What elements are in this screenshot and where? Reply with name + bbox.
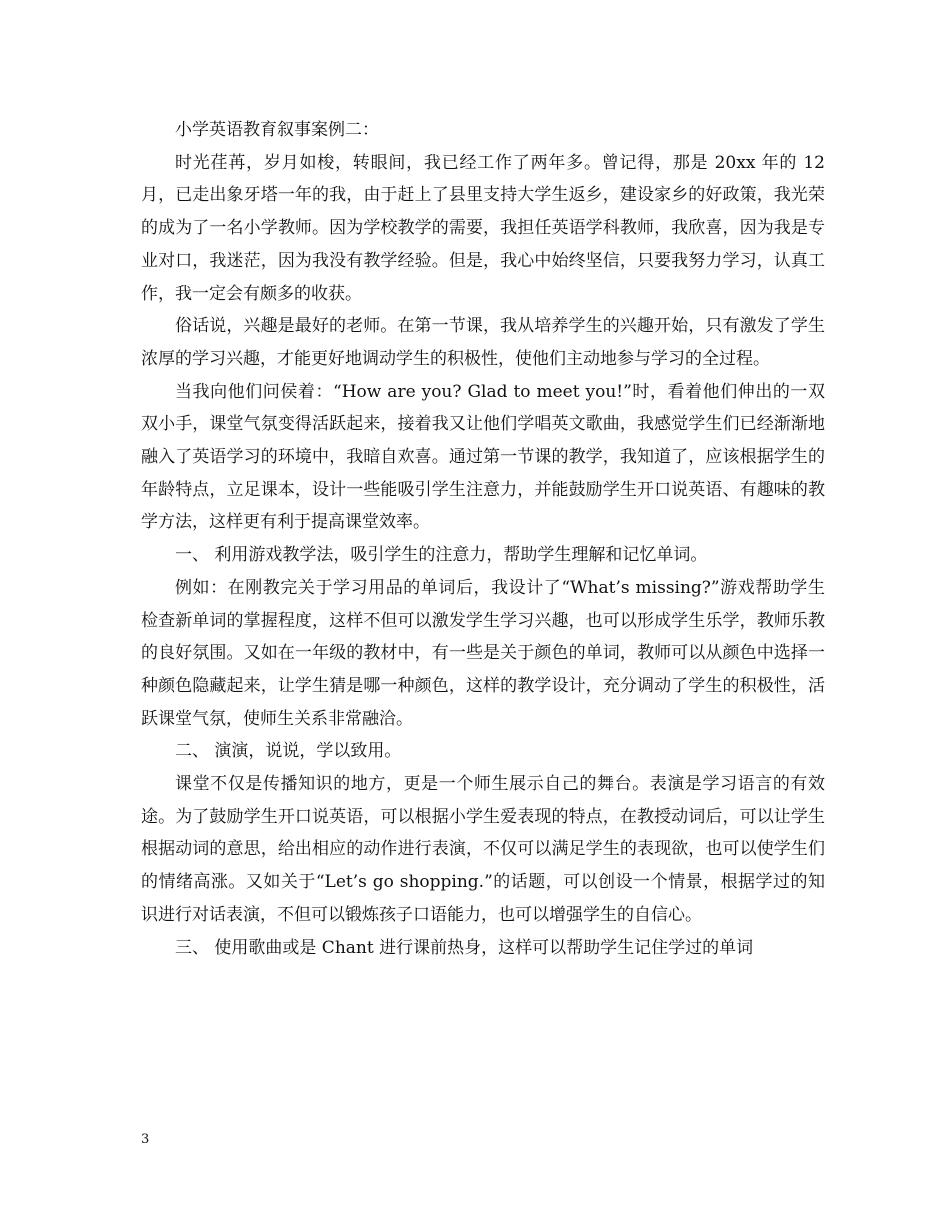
section-heading-three: 三、 使用歌曲或是 Chant 进行课前热身，这样可以帮助学生记住学过的单词 bbox=[175, 937, 754, 958]
paragraph-interest: 俗话说，兴趣是最好的老师。在第一节课，我从培养学生的兴趣开始，只有激发了学生浓厚的学习兴趣，才能更好地调动学生的积极性，使他们主动地参与学习的全过程。 bbox=[141, 316, 825, 369]
page-number: 3 bbox=[141, 1132, 150, 1147]
section-heading-one: 一、 利用游戏教学法，吸引学生的注意力，帮助学生理解和记忆单词。 bbox=[175, 545, 708, 566]
paragraph-game-example: 例如：在刚教完关于学习用品的单词后，我设计了“What’s missing?”游戏帮助学生检查新单词的掌握程度，这样不但可以激发学生学习兴趣，也可以形成学生乐学，教师乐教的良好氛围。又如在一年级的教材中，有一些是关于颜色的单词，教师可以从颜色中选择一种颜色隐藏起来，让学生猜是哪一种颜色，这样的教学设计，充分调动了学生的积极性，活跃课堂气氛，使师生关系非常融洽。 bbox=[141, 577, 825, 729]
paragraph-intro: 时光荏苒，岁月如梭，转眼间，我已经工作了两年多。曾记得，那是 20xx 年的 12 月，已走出象牙塔一年的我，由于赶上了县里支持大学生返乡，建设家乡的好政策，我光荣的成为了一名小学教师。因为学校教学的需要，我担任英语学科教师，我欣喜，因为我是专业对口，我迷茫，因为我没有教学经验。但是，我心中始终坚信，只要我努力学习，认真工作，我一定会有颇多的收获。 bbox=[141, 152, 825, 304]
paragraph-first-lesson: 当我向他们问侯着：“How are you? Glad to meet you!”时，看着他们伸出的一双双小手，课堂气氛变得活跃起来，接着我又让他们学唱英文歌曲，我感觉学生们已经渐渐地融入了英语学习的环境中，我暗自欢喜。通过第一节课的教学，我知道了，应该根据学生的年龄特点，立足课本，设计一些能吸引学生注意力，并能鼓励学生开口说英语、有趣味的教学方法，这样更有利于提高课堂效率。 bbox=[141, 381, 825, 533]
paragraph-performance: 课堂不仅是传播知识的地方，更是一个师生展示自己的舞台。表演是学习语言的有效途。为了鼓励学生开口说英语，可以根据小学生爱表现的特点，在教授动词后，可以让学生根据动词的意思，给出相应的动作进行表演，不仅可以满足学生的表现欲，也可以使学生们的情绪高涨。又如关于“Let’s go shopping.”的话题，可以创设一个情景，根据学过的知识进行对话表演，不但可以锻炼孩子口语能力，也可以增强学生的自信心。 bbox=[141, 774, 825, 925]
document-body bbox=[141, 114, 825, 964]
heading-case-two: 小学英语教育叙事案例二： bbox=[175, 120, 379, 140]
section-heading-two: 二、 演演，说说，学以致用。 bbox=[175, 741, 402, 762]
